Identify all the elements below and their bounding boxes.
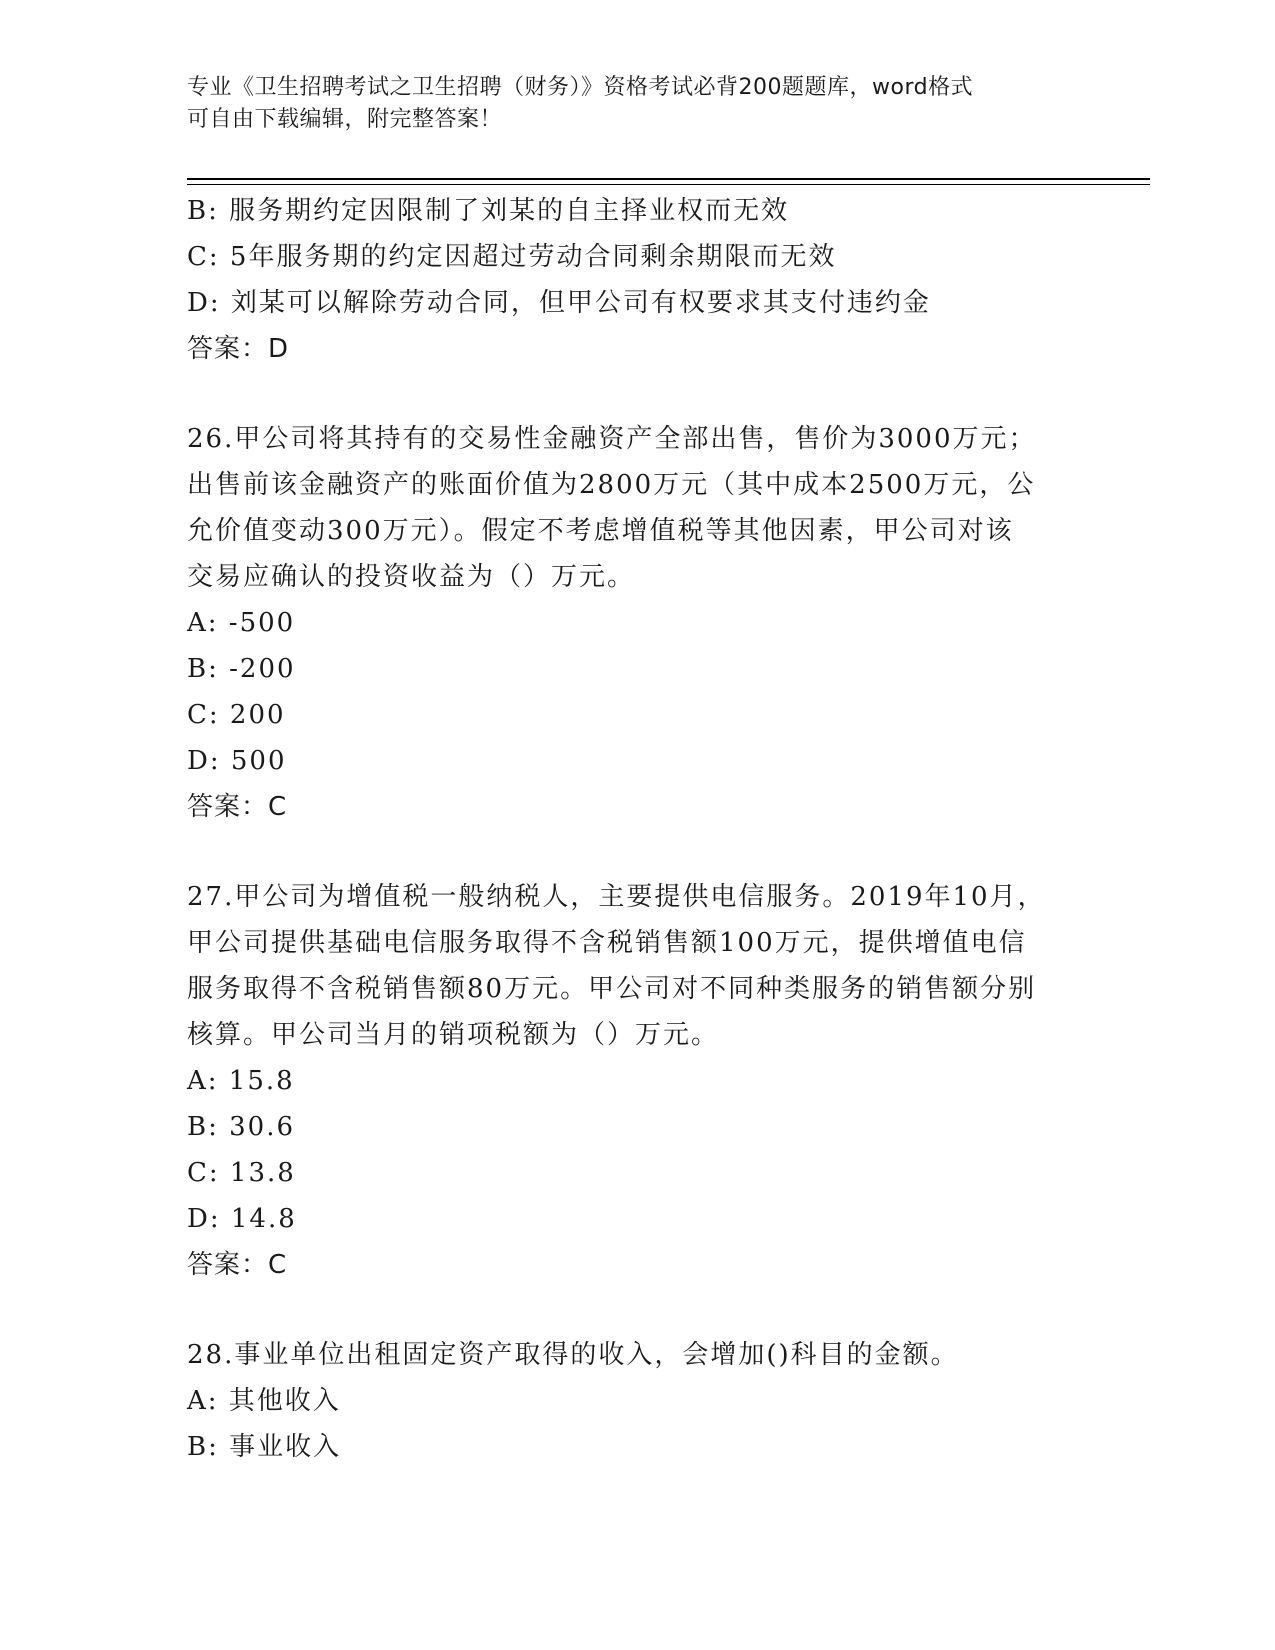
option-d: D: 刘某可以解除劳动合同，但甲公司有权要求其支付违约金 — [187, 288, 931, 318]
option-a: A: 其他收入 — [187, 1386, 341, 1416]
option-c: C: 200 — [187, 700, 286, 730]
spacer — [187, 1288, 1087, 1332]
question-stem-line: 允价值变动300万元）。假定不考虑增值税等其他因素，甲公司对该 — [187, 516, 1014, 546]
option-b: B: -200 — [187, 654, 296, 684]
question-content — [187, 188, 1087, 1470]
question-stem-line: 服务取得不含税销售额80万元。甲公司对不同种类服务的销售额分别 — [187, 974, 1037, 1004]
option-d: D: 500 — [187, 746, 287, 776]
spacer — [187, 830, 1087, 874]
option-d: D: 14.8 — [187, 1204, 297, 1234]
question-stem-line: 27.甲公司为增值税一般纳税人，主要提供电信服务。2019年10月， — [187, 882, 1046, 912]
question-26 — [187, 416, 1087, 830]
option-a: A: -500 — [187, 608, 296, 638]
question-stem-line: 核算。甲公司当月的销项税额为（）万元。 — [187, 1020, 720, 1050]
document-header — [187, 72, 1067, 136]
question-stem-line: 28.事业单位出租固定资产取得的收入，会增加()科目的金额。 — [187, 1340, 959, 1370]
question-25-tail — [187, 188, 1087, 372]
option-b: B: 30.6 — [187, 1112, 296, 1142]
option-c: C: 13.8 — [187, 1158, 296, 1188]
question-stem-line: 26.甲公司将其持有的交易性金融资产全部出售，售价为3000万元； — [187, 424, 1037, 454]
option-a: A: 15.8 — [187, 1066, 295, 1096]
option-b: B: 事业收入 — [187, 1432, 342, 1462]
question-stem-line: 甲公司提供基础电信服务取得不含税销售额100万元，提供增值电信 — [187, 928, 1027, 958]
question-stem-line: 交易应确认的投资收益为（）万元。 — [187, 562, 636, 592]
spacer — [187, 372, 1087, 416]
header-divider-thin — [187, 184, 1150, 185]
header-title-line-2: 可自由下载编辑，附完整答案！ — [187, 107, 503, 132]
question-27 — [187, 874, 1087, 1288]
answer-line: 答案：C — [187, 1250, 288, 1280]
header-title-line-1: 专业《卫生招聘考试之卫生招聘（财务）》资格考试必背200题题库，word格式 — [187, 75, 974, 100]
answer-line: 答案：C — [187, 792, 288, 822]
answer-line: 答案：D — [187, 334, 290, 364]
question-28 — [187, 1332, 1087, 1470]
question-stem-line: 出售前该金融资产的账面价值为2800万元（其中成本2500万元，公 — [187, 470, 1036, 500]
option-b: B: 服务期约定因限制了刘某的自主择业权而无效 — [187, 196, 790, 226]
option-c: C: 5年服务期的约定因超过劳动合同剩余期限而无效 — [187, 242, 837, 272]
header-divider-thick — [187, 178, 1150, 180]
